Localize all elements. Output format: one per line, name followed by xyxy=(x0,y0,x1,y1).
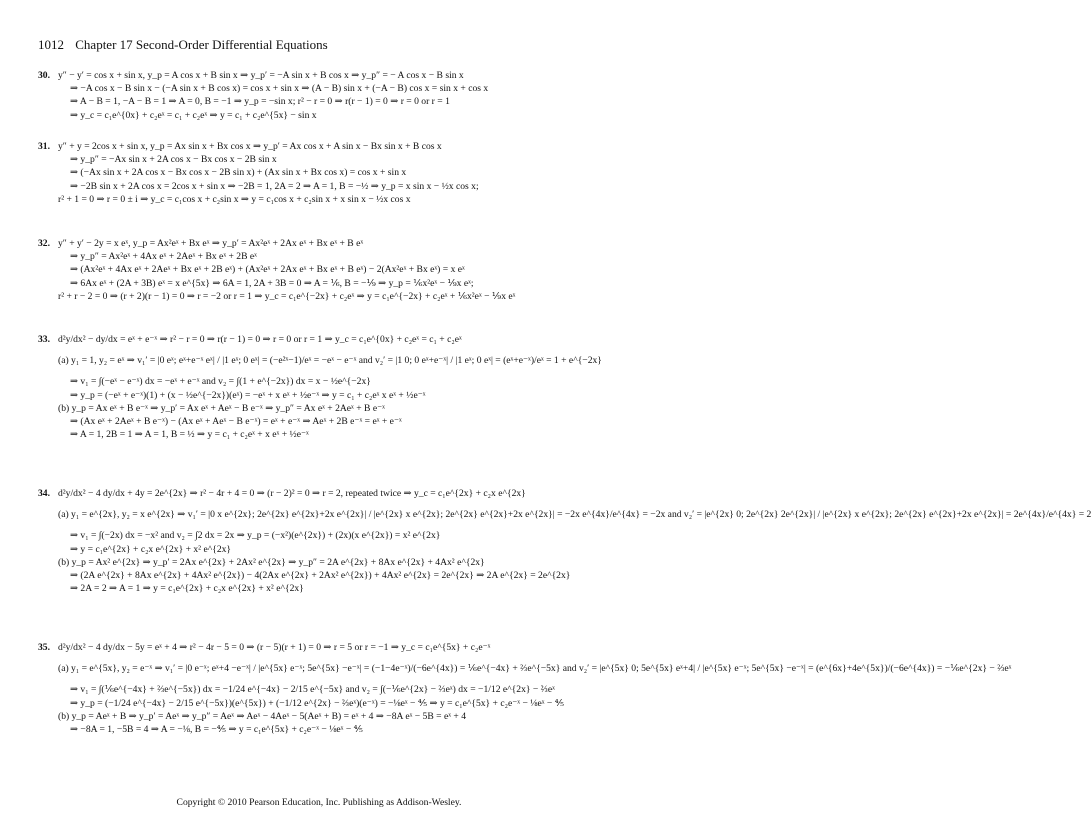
solution-line: d²y/dx² − 4 dy/dx − 5y = eˣ + 4 ⇒ r² − 4r − 5 = 0 ⇒ (r − 5)(r + 1) = 0 ⇒ r = 5 or r = −1 ⇒ y_c = c₁e^{5x} + c₂e⁻ˣ xyxy=(58,642,491,653)
problem-number: 33. xyxy=(38,334,50,345)
solution-line: ⇒ 2A = 2 ⇒ A = 1 ⇒ y = c₁e^{2x} + c₂x e^{2x} + x² e^{2x} xyxy=(70,583,304,595)
solution-line: ⇒ v₁ = ∫(−eˣ − e⁻ˣ) dx = −eˣ + e⁻ˣ and v₂ = ∫(1 + e^{−2x}) dx = x − ½e^{−2x} xyxy=(70,376,371,388)
solution-line: ⇒ −A cos x − B sin x − (−A sin x + B cos x) = cos x + sin x ⇒ (A − B) sin x + (−A − B) cos x = sin x + cos x xyxy=(70,83,489,95)
solution-line: ⇒ y_p″ = −Ax sin x + 2A cos x − Bx cos x − 2B sin x xyxy=(70,154,277,166)
solution-line: ⇒ (−Ax sin x + 2A cos x − Bx cos x − 2B sin x) + (Ax sin x + Bx cos x) = cos x + sin x xyxy=(70,167,407,179)
problem-number: 32. xyxy=(38,238,50,249)
solution-line: ⇒ A = 1, 2B = 1 ⇒ A = 1, B = ½ ⇒ y = c₁ + c₂eˣ + x eˣ + ½e⁻ˣ xyxy=(70,429,309,441)
solution-line: ⇒ v₁ = ∫(−2x) dx = −x² and v₂ = ∫2 dx = 2x ⇒ y_p = (−x²)(e^{2x}) + (2x)(x e^{2x}) = x² e^{2x} xyxy=(70,530,441,542)
solution-line: ⇒ y_p″ = Ax²eˣ + 4Ax eˣ + 2Aeˣ + Bx eˣ + 2B eˣ xyxy=(70,251,257,263)
problem-31 xyxy=(38,140,618,206)
problem-32 xyxy=(38,237,618,303)
page-number: 1012 xyxy=(38,37,64,52)
solution-line: ⇒ y = c₁e^{2x} + c₂x e^{2x} + x² e^{2x} xyxy=(70,543,232,555)
problem-33 xyxy=(38,333,618,441)
solution-line: ⇒ A − B = 1, −A − B = 1 ⇒ A = 0, B = −1 ⇒ y_p = −sin x; r² − r = 0 ⇒ r(r − 1) = 0 ⇒ r = 0 or r = 1 xyxy=(70,96,450,108)
problem-number: 35. xyxy=(38,642,50,653)
problem-number: 34. xyxy=(38,488,50,499)
part-a-line: (a) y₁ = e^{2x}, y₂ = x e^{2x} ⇒ v₁′ = |0 x e^{2x}; 2e^{2x} e^{2x}+2x e^{2x}| / |e^{2x} x e^{2x}; 2e^{2x} e^{2x}+2x e^{2x}| = −2x e^{4x}/e^{4x} = −2x and v₂′ = |e^{2x} 0; 2e^{2x} 2e^{2x}| / |e^{2x} x e^{2x}; 2e^{2x} e^{2x}+2x e^{2x}| = 2e^{4x}/e^{4x} = 2 xyxy=(58,509,1091,521)
solution-line: ⇒ −2B sin x + 2A cos x = 2cos x + sin x ⇒ −2B = 1, 2A = 2 ⇒ A = 1, B = −½ ⇒ y_p = x sin x − ½x cos x; xyxy=(70,180,479,192)
solution-line: y″ − y′ = cos x + sin x, y_p = A cos x + B sin x ⇒ y_p′ = −A sin x + B cos x ⇒ y_p″ = − A cos x − B sin x xyxy=(58,70,464,81)
solution-line: ⇒ −8A = 1, −5B = 4 ⇒ A = −⅛, B = −⅘ ⇒ y = c₁e^{5x} + c₂e⁻ˣ − ⅛eˣ − ⅘ xyxy=(70,724,363,736)
solution-line: y″ + y = 2cos x + sin x, y_p = Ax sin x + Bx cos x ⇒ y_p′ = Ax cos x + A sin x − Bx sin x + B cos x xyxy=(58,141,442,152)
copyright-footer: Copyright © 2010 Pearson Education, Inc. Publishing as Addison-Wesley. xyxy=(176,797,462,808)
solution-line: r² + r − 2 = 0 ⇒ (r + 2)(r − 1) = 0 ⇒ r = −2 or r = 1 ⇒ y_c = c₁e^{−2x} + c₂eˣ ⇒ y = c₁e^{−2x} + c₂eˣ + ⅙x²eˣ − ⅑x eˣ xyxy=(58,290,516,302)
problem-number: 31. xyxy=(38,141,50,152)
solution-line: ⇒ (Ax²eˣ + 4Ax eˣ + 2Aeˣ + Bx eˣ + 2B eˣ) + (Ax²eˣ + 2Ax eˣ + Bx eˣ + B eˣ) − 2(Ax²eˣ + Bx eˣ) = x eˣ xyxy=(70,264,465,276)
part-a-line: (a) y₁ = 1, y₂ = eˣ ⇒ v₁′ = |0 eˣ; eˣ+e⁻ˣ eˣ| / |1 eˣ; 0 eˣ| = (−e²ˣ−1)/eˣ = −eˣ − e⁻ˣ and v₂′ = |1 0; 0 eˣ+e⁻ˣ| / |1 eˣ; 0 eˣ| = (eˣ+e⁻ˣ)/eˣ = 1 + e^{−2x} xyxy=(58,355,602,367)
solution-line: r² + 1 = 0 ⇒ r = 0 ± i ⇒ y_c = c₁cos x + c₂sin x ⇒ y = c₁cos x + c₂sin x + x sin x − ½x cos x xyxy=(58,193,411,205)
solution-line: ⇒ y_c = c₁e^{0x} + c₂eˣ = c₁ + c₂eˣ ⇒ y = c₁ + c₂e^{5x} − sin x xyxy=(70,109,317,121)
problem-34 xyxy=(38,487,1091,595)
solution-line: ⇒ (2A e^{2x} + 8Ax e^{2x} + 4Ax² e^{2x}) − 4(2Ax e^{2x} + 2Ax² e^{2x}) + 4Ax² e^{2x} = 2e^{2x} ⇒ 2A e^{2x} = 2e^{2x} xyxy=(70,570,571,582)
solution-line: d²y/dx² − 4 dy/dx + 4y = 2e^{2x} ⇒ r² − 4r + 4 = 0 ⇒ (r − 2)² = 0 ⇒ r = 2, repeated twice ⇒ y_c = c₁e^{2x} + c₂x e^{2x} xyxy=(58,488,526,499)
solution-line: ⇒ 6Ax eˣ + (2A + 3B) eˣ = x e^{5x} ⇒ 6A = 1, 2A + 3B = 0 ⇒ A = ⅙, B = −⅑ ⇒ y_p = ⅙x²eˣ − ⅑x eˣ; xyxy=(70,277,474,289)
part-b-line: (b) y_p = Ax eˣ + B e⁻ˣ ⇒ y_p′ = Ax eˣ + Aeˣ − B e⁻ˣ ⇒ y_p″ = Ax eˣ + 2Aeˣ + B e⁻ˣ xyxy=(58,402,385,414)
solution-line: y″ + y′ − 2y = x eˣ, y_p = Ax²eˣ + Bx eˣ ⇒ y_p′ = Ax²eˣ + 2Ax eˣ + Bx eˣ + B eˣ xyxy=(58,238,364,249)
problem-35 xyxy=(38,641,1012,736)
solution-line: d²y/dx² − dy/dx = eˣ + e⁻ˣ ⇒ r² − r = 0 ⇒ r(r − 1) = 0 ⇒ r = 0 or r = 1 ⇒ y_c = c₁e^{0x} + c₂eˣ = c₁ + c₂eˣ xyxy=(58,334,462,345)
part-b-line: (b) y_p = Ax² e^{2x} ⇒ y_p′ = 2Ax e^{2x} + 2Ax² e^{2x} ⇒ y_p″ = 2A e^{2x} + 8Ax e^{2x} + 4Ax² e^{2x} xyxy=(58,556,485,568)
solution-line: ⇒ y_p = (−eˣ + e⁻ˣ)(1) + (x − ½e^{−2x})(eˣ) = −eˣ + x eˣ + ½e⁻ˣ ⇒ y = c₁ + c₂eˣ x eˣ + ½e⁻ˣ xyxy=(70,389,426,401)
solution-line: ⇒ v₁ = ∫(⅙e^{−4x} + ⅔e^{−5x}) dx = −1/24 e^{−4x} − 2/15 e^{−5x} and v₂ = ∫(−⅙e^{2x} − ⅔eˣ) dx = −1/12 e^{2x} − ⅔eˣ xyxy=(70,684,555,696)
page-header xyxy=(38,37,328,53)
part-b-line: (b) y_p = Aeˣ + B ⇒ y_p′ = Aeˣ ⇒ y_p″ = Aeˣ ⇒ Aeˣ − 4Aeˣ − 5(Aeˣ + B) = eˣ + 4 ⇒ −8A eˣ − 5B = eˣ + 4 xyxy=(58,710,466,722)
chapter-title: Chapter 17 Second-Order Differential Equations xyxy=(75,37,328,52)
problem-30 xyxy=(38,69,618,122)
solution-line: ⇒ (Ax eˣ + 2Aeˣ + B e⁻ˣ) − (Ax eˣ + Aeˣ − B e⁻ˣ) = eˣ + e⁻ˣ ⇒ Aeˣ + 2B e⁻ˣ = eˣ + e⁻ˣ xyxy=(70,416,402,428)
problem-number: 30. xyxy=(38,70,50,81)
part-a-line: (a) y₁ = e^{5x}, y₂ = e⁻ˣ ⇒ v₁′ = |0 e⁻ˣ; eˣ+4 −e⁻ˣ| / |e^{5x} e⁻ˣ; 5e^{5x} −e⁻ˣ| = (−1−4e⁻ˣ)/(−6e^{4x}) = ⅙e^{−4x} + ⅔e^{−5x} and v₂′ = |e^{5x} 0; 5e^{5x} eˣ+4| / |e^{5x} e⁻ˣ; 5e^{5x} −e⁻ˣ| = (e^{6x}+4e^{5x})/(−6e^{4x}) = −⅙e^{2x} − ⅔eˣ xyxy=(58,663,1012,675)
solution-line: ⇒ y_p = (−1/24 e^{−4x} − 2/15 e^{−5x})(e^{5x}) + (−1/12 e^{2x} − ⅔eˣ)(e⁻ˣ) = −⅛eˣ − ⅘ ⇒ y = c₁e^{5x} + c₂e⁻ˣ − ⅛eˣ − ⅘ xyxy=(70,697,564,709)
